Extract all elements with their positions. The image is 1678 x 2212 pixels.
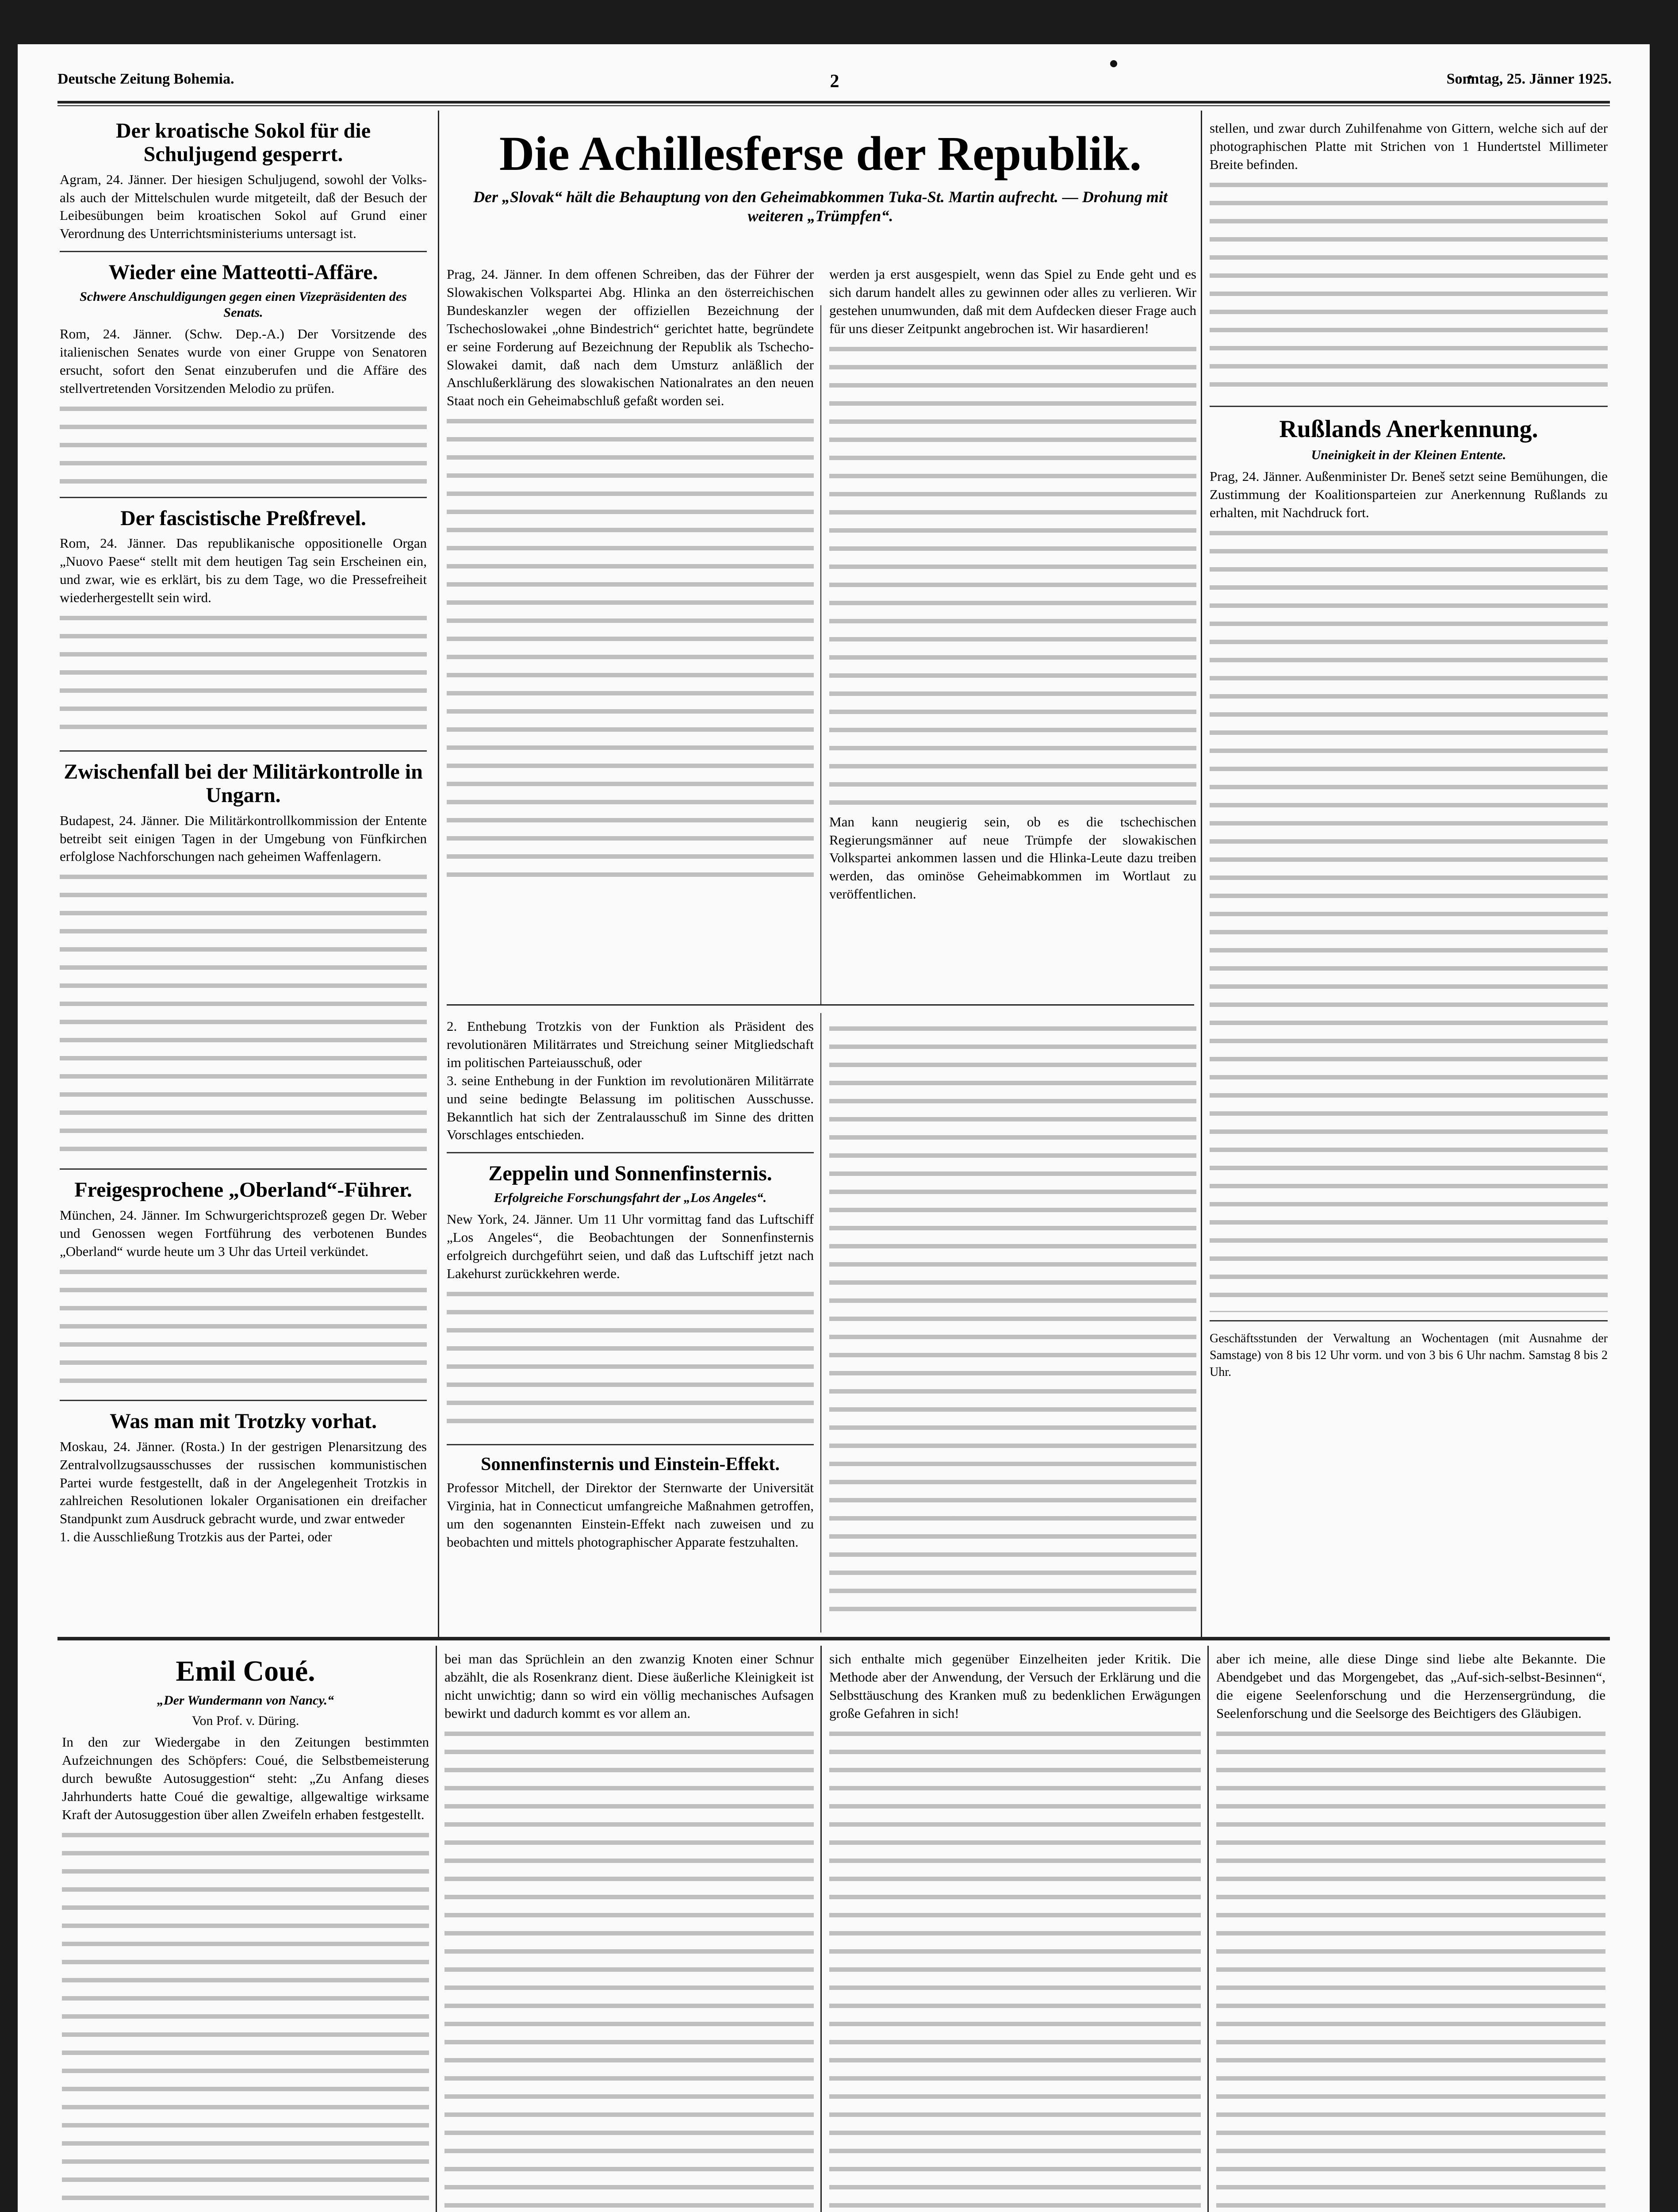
text-placeholder — [829, 1020, 1196, 1622]
text-placeholder — [62, 1827, 429, 2212]
article-separator — [60, 497, 427, 498]
article-separator — [447, 1152, 814, 1153]
article-separator — [60, 1400, 427, 1401]
article-achilles-col2: werden ja erst ausgespielt, wenn das Spiel zu Ende geht und es sich darum handelt alles zu gewinnen oder alles zu verlieren. Wir gestehen unumwunden, daß mit dem Aufdecken dieser Frage auch für uns dieser Zeitpunkt angebrochen ist. Wir hasardieren! — [829, 266, 1196, 336]
article-separator — [60, 750, 427, 752]
subheadline-matteotti: Schwere Anschuldigungen gegen einen Vizepräsidenten des Senats. — [80, 289, 407, 320]
ink-dot — [1110, 60, 1117, 67]
masthead: Deutsche Zeitung Bohemia. — [57, 71, 234, 87]
header-rule — [57, 101, 1610, 104]
article-zeppelin-lead: New York, 24. Jänner. Um 11 Uhr vormittag fand das Luftschiff „Los Angeles“, die Beobachtungen der Sonnenfinsternis erfolgreich durchgeführt seien, und daß das Luftschiff jetzt nach Lakehurst zurückkehren werde. — [447, 1211, 814, 1281]
text-placeholder — [829, 341, 1196, 805]
page-number: 2 — [830, 71, 839, 92]
column-4 — [1210, 119, 1608, 1380]
article-kroatisch-lead: Agram, 24. Jänner. Der hiesigen Schuljugend, sowohl der Volks- als auch der Mittelschulen wurde mitgeteilt, daß der Besuch der Leibesübungen beim kroatischen Sokol auf Grund einer Verordnung des Unterrichtsministeriums untersagt ist. — [60, 171, 427, 242]
text-placeholder — [60, 868, 427, 1160]
text-placeholder — [60, 1263, 427, 1392]
article-zwischenfall-lead: Budapest, 24. Jänner. Die Militärkontrollkommission der Entente betreibt seit einigen Tagen in der Umgebung von Fünfkirchen erfolglose Nachforschungen nach geheimen Waffenlagern. — [60, 812, 427, 864]
article-fascistisch-lead: Rom, 24. Jänner. Das republikanische oppositionelle Organ „Nuovo Paese“ stellt mit dem heutigen Tag sein Erscheinen ein, und zwar, wie es erklärt, bis zu dem Tage, wo die Pressefreiheit wiederhergestellt sein wird. — [60, 535, 427, 606]
office-hours-notice: Geschäftsstunden der Verwaltung an Wochentagen (mit Ausnahme der Samstage) von 8 bis 12 Uhr vorm. und von 3 bis 6 Uhr nachm. Samstag 8 bis 2 Uhr. — [1210, 1332, 1608, 1379]
column-rule — [1201, 111, 1202, 1637]
feuilleton-column-3 — [829, 1650, 1201, 2212]
text-placeholder — [444, 1725, 814, 2212]
text-placeholder — [1210, 525, 1608, 1312]
headline-oberland: Freigesprochene „Oberland“-Führer. — [74, 1178, 412, 1202]
column-1 — [60, 119, 427, 1546]
text-placeholder — [447, 1286, 814, 1436]
article-coue-col2: bei man das Sprüchlein an den zwanzig Knoten einer Schnur abzählt, die als Rosenkranz dient. Diese äußerliche Kleinigkeit ist nicht unwichtig; dann so wird ein völlig mechanisches Aufsagen bewirkt und dadurch kommt es vor allem an. — [444, 1651, 814, 1721]
article-russland-lead: Prag, 24. Jänner. Außenminister Dr. Beneš setzt seine Bemühungen, die Zustimmung der Koalitionsparteien zur Anerkennung Rußlands zu erhalten, mit Nachdruck fort. — [1210, 469, 1608, 521]
headline-kroatisch: Der kroatische Sokol für die Schuljugend gesperrt. — [115, 119, 371, 166]
feuilleton-column-1 — [62, 1650, 429, 2212]
column-rule — [438, 111, 439, 1637]
article-coue-col3: sich enthalte mich gegenüber Einzelheiten jeder Kritik. Die Methode aber der Anwendung, der Versuch der Erklärung und die Selbsttäuschung des Kranken muß zu bedenklichen Erwägungen große Gefahren in sich! — [829, 1651, 1201, 1721]
text-placeholder — [60, 400, 427, 489]
article-einstein-continued: stellen, und zwar durch Zuhilfenahme von Gittern, welche sich auf der photographischen Platte mit Strichen von 1 Hundertstel Millimeter Breite befinden. — [1210, 120, 1608, 172]
text-placeholder — [447, 413, 814, 877]
headline-zeppelin: Zeppelin und Sonnenfinsternis. — [488, 1162, 772, 1186]
article-coue-col4: aber ich meine, alle diese Dinge sind liebe alte Bekannte. Die Abendgebet und das Morgengebet, das „Auf-sich-selbst-Besinnen“, die eigene Seelenforschung und die Herzensergründung, die Seelenforschung und die Seelsorge des Beichtigers des Gläubigen. — [1216, 1651, 1605, 1721]
headline-einstein: Sonnenfinsternis und Einstein-Effekt. — [481, 1454, 780, 1475]
article-trotzki-lead: Moskau, 24. Jänner. (Rosta.) In der gestrigen Plenarsitzung des Zentralvollzugsausschusses der russischen kommunistischen Partei wurde festgestellt, daß in der Angelegenheit Trotzkis in zahlreichen Resolutionen lokaler Organisationen ein dreifacher Standpunkt zum Ausdruck gebracht wurde, und zwar entweder — [60, 1438, 427, 1527]
issue-date: Sonntag, 25. Jänner 1925. — [1446, 71, 1612, 87]
article-separator — [60, 1168, 427, 1170]
headline-trotzki: Was man mit Trotzky vorhat. — [109, 1409, 377, 1433]
column-rule — [820, 305, 821, 1004]
subheadline-achilles: Der „Slovak“ hält die Behauptung von den Geheimabkommen Tuka-St. Martin aufrecht. — Drohung mit weiteren „Trümpfen“. — [473, 188, 1168, 225]
column-3-top — [829, 265, 1196, 903]
header-rule-thin — [57, 105, 1610, 106]
article-coue-lead: In den zur Wiedergabe in den Zeitungen bestimmten Aufzeichnungen des Schöpfers: Coué, die Selbstbemeisterung durch bewußte Autosuggestion“ steht: „Zu Anfang dieses Jahrhunderts hatte Coué die gewaltige, allgewaltige wirksame Kraft der Autosuggestion über allen Zweifeln erhaben festgestellt. — [62, 1734, 429, 1822]
headline-coue: Emil Coué. — [176, 1655, 315, 1687]
article-separator — [1210, 406, 1608, 407]
column-rule — [820, 1013, 821, 1632]
article-trotzki-item1: 1. die Ausschließung Trotzkis aus der Partei, oder — [60, 1529, 332, 1545]
article-separator — [60, 251, 427, 252]
article-trotzki-item2: 2. Enthebung Trotzkis von der Funktion als Präsident des revolutionären Militärrates und Streichung seiner Mitgliedschaft im politischen Parteiausschuß, oder — [447, 1018, 814, 1070]
article-matteotti-lead: Rom, 24. Jänner. (Schw. Dep.-A.) Der Vorsitzende des italienischen Senates wurde von einer Gruppe von Senatoren ersucht, sofort den Senat einzuberufen und die Affäre des stellvertretenden Vorsitzenden Melodio zu prüfen. — [60, 326, 427, 396]
feuilleton-column-4 — [1216, 1650, 1605, 2212]
column-rule — [436, 1646, 437, 2212]
column-2-top — [447, 265, 814, 885]
article-separator — [447, 1444, 814, 1445]
article-separator — [1210, 1320, 1608, 1321]
text-placeholder — [60, 610, 427, 742]
headline-russland: Rußlands Anerkennung. — [1279, 415, 1538, 443]
subheadline-russland: Uneinigkeit in der Kleinen Entente. — [1311, 448, 1506, 463]
article-achilles-closing: Man kann neugierig sein, ob es die tschechischen Regierungsmänner auf neue Trümpfe der slowakischen Volkspartei ankommen lassen und die Hlinka-Leute dazu treiben werden, das ominöse Geheimabkommen im Wortlaut zu veröffentlichen. — [829, 814, 1196, 902]
text-placeholder — [829, 1725, 1201, 2212]
feuilleton-column-2 — [444, 1650, 814, 2212]
text-placeholder — [1216, 1725, 1605, 2212]
article-einstein-lead: Professor Mitchell, der Direktor der Sternwarte der Universität Virginia, hat in Connecticut umfangreiche Maßnahmen getroffen, um den sogenannten Einstein-Effekt nach zuweisen und zu beobachten und mittels photographischer Apparate festzuhalten. — [447, 1479, 814, 1550]
headline-matteotti: Wieder eine Matteotti-Affäre. — [108, 261, 378, 284]
text-placeholder — [1210, 177, 1608, 398]
column-3-bottom — [829, 1018, 1196, 1630]
byline-coue: Von Prof. v. Düring. — [192, 1713, 299, 1728]
column-rule — [820, 1646, 822, 2212]
feuilleton-rule — [57, 1637, 1610, 1640]
section-rule — [447, 1004, 1194, 1006]
headline-fascistisch: Der fascistische Preßfrevel. — [120, 506, 366, 530]
column-2-bottom — [447, 1018, 814, 1551]
article-trotzki-item3: 3. seine Enthebung in der Funktion im revolutionären Militärrate und seine bedingte Belassung im politischen Ausschusse. Bekanntlich hat sich der Zentralausschuß im Sinne des dritten Vorschlages entschieden. — [447, 1072, 814, 1143]
achilles-header — [447, 128, 1194, 230]
article-oberland-lead: München, 24. Jänner. Im Schwurgerichtsprozeß gegen Dr. Weber und Genossen wegen Fortführung des verbotenen Bundes „Oberland“ wurde heute um 3 Uhr das Urteil verkündet. — [60, 1207, 427, 1259]
subheadline-coue: „Der Wundermann von Nancy.“ — [157, 1693, 334, 1708]
article-achilles-lead: Prag, 24. Jänner. In dem offenen Schreiben, das der Führer der Slowakischen Volkspartei Abg. Hlinka an den österreichischen Bundeskanzler wegen der offiziellen Bezeichnung der Tschechoslowakei „ohne Bindestrich“ gerichtet hatte, begründete er seine Forderung auf Bezeichnung der Republik als Tschecho-Slowakei damit, daß nach dem Umsturz anläßlich der Anschlußerklärung des slowakischen Nationalrates an den neuen Staat noch ein Geheimabschluß gefaßt worden sei. — [447, 266, 814, 409]
headline-achilles: Die Achillesferse der Republik. — [499, 127, 1142, 180]
subheadline-zeppelin: Erfolgreiche Forschungsfahrt der „Los Angeles“. — [494, 1190, 767, 1206]
headline-zwischenfall: Zwischenfall bei der Militärkontrolle in Ungarn. — [64, 760, 423, 807]
column-rule — [1207, 1646, 1209, 2212]
